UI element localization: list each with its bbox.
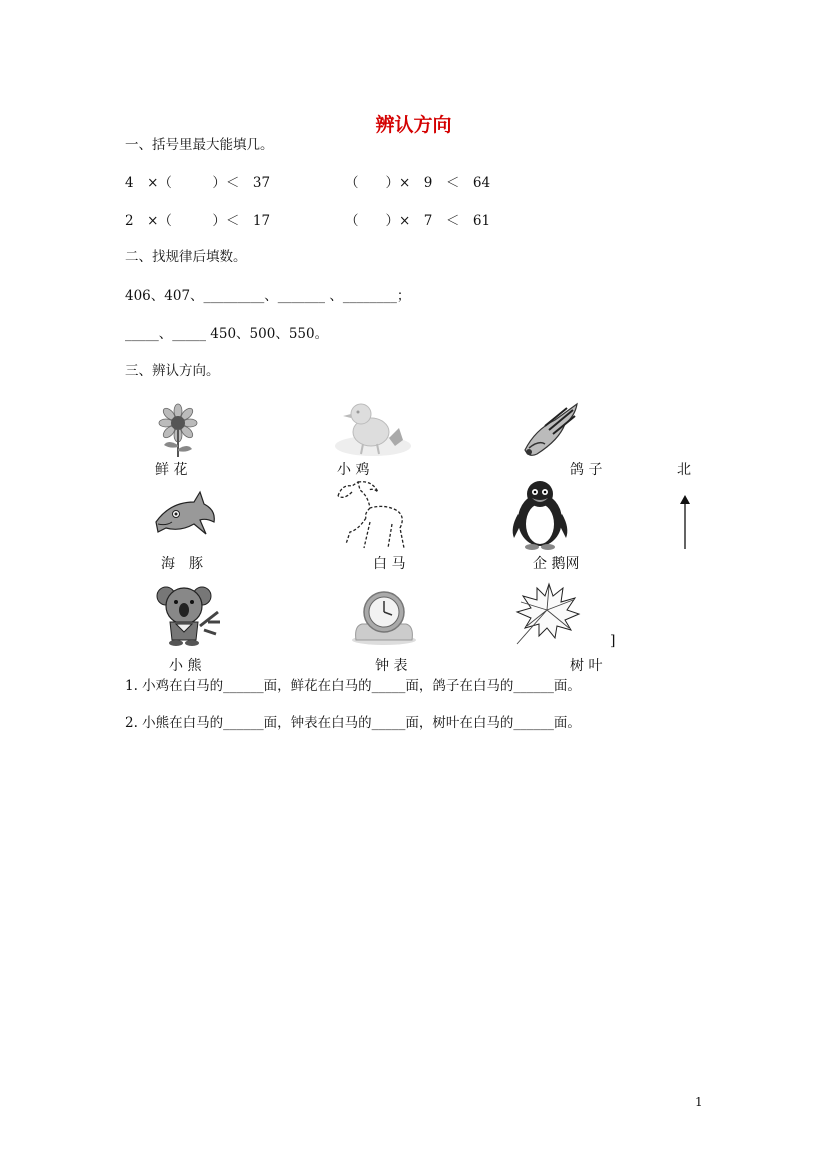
section1-row2-left: 2 ×（ ）＜ 17 <box>125 213 271 229</box>
north-label: 北 <box>677 462 691 478</box>
sunflower-icon <box>150 403 206 459</box>
section1-heading: 一、括号里最大能填几。 <box>125 137 274 153</box>
section1-row1-right: （ ）× 9 ＜ 64 <box>345 175 491 191</box>
stray-mark: ] <box>610 633 616 649</box>
label-chick: 小 鸡 <box>337 462 370 478</box>
leaf-icon <box>513 580 583 648</box>
section1-row1-left: 4 ×（ ）＜ 37 <box>125 175 271 191</box>
north-arrow-icon <box>678 494 692 550</box>
label-dolphin: 海 豚 <box>161 556 203 572</box>
label-penguin: 企 鹅网 <box>533 556 580 572</box>
question-2: 2. 小熊在白马的______面，钟表在白马的_____面，树叶在白马的______面。 <box>125 715 581 731</box>
label-bear: 小 熊 <box>169 658 202 674</box>
dolphin-icon <box>150 488 220 546</box>
penguin-icon <box>508 478 572 550</box>
page-number: 1 <box>695 1095 703 1109</box>
section1-row2-right: （ ）× 7 ＜ 61 <box>345 213 491 229</box>
section2-line1: 406、407、_________、_______ 、________； <box>125 288 411 304</box>
label-horse: 白 马 <box>373 556 406 572</box>
section2-line2: _____、_____ 450、500、550。 <box>125 326 329 342</box>
label-clock: 钟 表 <box>375 658 408 674</box>
bear-icon <box>152 582 224 646</box>
section3-heading: 三、辨认方向。 <box>125 363 220 379</box>
section2-heading: 二、找规律后填数。 <box>125 249 247 265</box>
page-title: 辨认方向 <box>375 114 452 136</box>
chick-icon <box>333 396 413 458</box>
label-leaf: 树 叶 <box>570 658 603 674</box>
clock-icon <box>350 586 418 646</box>
white-horse-icon <box>328 478 408 552</box>
label-flower: 鲜 花 <box>155 462 188 478</box>
question-1: 1. 小鸡在白马的______面，鲜花在白马的_____面，鸽子在白马的______面。 <box>125 678 581 694</box>
pigeon-icon <box>515 400 583 460</box>
label-pigeon: 鸽 子 <box>570 462 603 478</box>
